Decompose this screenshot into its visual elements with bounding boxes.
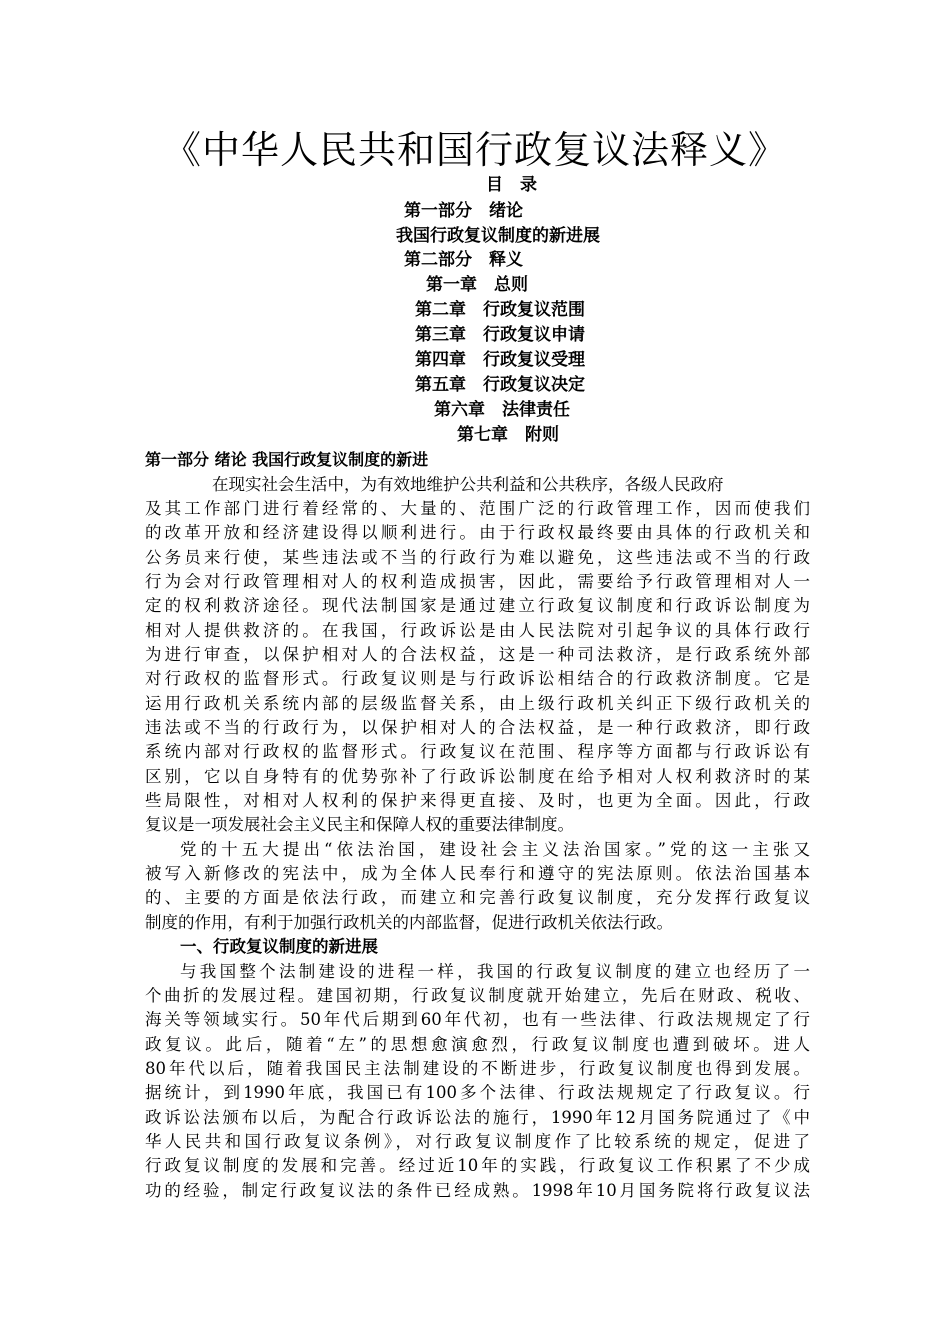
body-text-line: 相对人提供救济的。在我国，行政诉讼是由人民法院对引起争议的具体行政行 <box>145 621 810 640</box>
body-text-line: 违法或不当的行政行为，以保护相对人的合法权益，是一种行政救济，即行政 <box>145 718 810 737</box>
body-text-line: 政复议。此后，随着“左”的思想愈演愈烈，行政复议制度也遭到破坏。进人 <box>145 1035 810 1054</box>
body-text-line: 行为会对行政管理相对人的权利造成损害，因此，需要给予行政管理相对人一 <box>145 572 810 591</box>
body-text-line: 对行政权的监督形式。行政复议则是与行政诉讼相结合的行政救济制度。它是 <box>145 669 810 688</box>
body-text-line: 海关等领域实行。50年代后期到60年代初，也有一些法律、行政法规规定了行 <box>145 1010 810 1029</box>
body-text-line: 运用行政机关系统内部的层级监督关系，由上级行政机关纠正下级行政机关的 <box>145 694 810 713</box>
toc-item-part1: 第一部分 绪论 <box>404 201 523 221</box>
body-text-line: 党的十五大提出“依法治国，建设社会主义法治国家。”党的这一主张又 <box>180 840 810 859</box>
toc-item-part2: 第二部分 释义 <box>404 250 523 270</box>
body-text-line: 定的权利救济途径。现代法制国家是通过建立行政复议制度和行政诉讼制度为 <box>145 596 810 615</box>
toc-item-chapter2: 第二章 行政复议范围 <box>415 300 585 320</box>
toc-item-chapter5: 第五章 行政复议决定 <box>415 375 585 395</box>
body-text-line: 个曲折的发展过程。建国初期，行政复议制度就开始建立，先后在财政、税收、 <box>145 986 810 1005</box>
body-text-line: 复议是一项发展社会主义民主和保障人权的重要法律制度。 <box>145 815 574 834</box>
toc-item-new-progress: 我国行政复议制度的新进展 <box>396 226 600 246</box>
body-text-line: 为进行审查，以保护相对人的合法权益，这是一种司法救济，是行政系统外部 <box>145 645 810 664</box>
subheading: 一、行政复议制度的新进展 <box>180 937 378 956</box>
body-text-line: 华人民共和国行政复议条例》，对行政复议制度作了比较系统的规定，促进了 <box>145 1132 810 1151</box>
toc-item-chapter7: 第七章 附则 <box>457 425 559 445</box>
body-text-line: 被写入新修改的宪法中，成为全体人民奉行和遵守的宪法原则。依法治国基本 <box>145 864 810 883</box>
body-text-line: 据统计，到1990年底，我国已有100多个法律、行政法规规定了行政复议。行 <box>145 1083 810 1102</box>
body-text-line: 系统内部对行政权的监督形式。行政复议在范围、程序等方面都与行政诉讼有 <box>145 742 810 761</box>
toc-item-chapter6: 第六章 法律责任 <box>434 400 570 420</box>
body-text-line: 区别，它以自身特有的优势弥补了行政诉讼制度在给予相对人权利救济时的某 <box>145 767 810 786</box>
toc-item-chapter3: 第三章 行政复议申请 <box>415 325 585 345</box>
body-text-line: 的改革开放和经济建设得以顺利进行。由于行政权最终要由具体的行政机关和 <box>145 523 810 542</box>
body-text-line: 公务员来行使，某些违法或不当的行政行为难以避免，这些违法或不当的行政 <box>145 548 810 567</box>
body-text-line: 80年代以后，随着我国民主法制建设的不断进步，行政复议制度也得到发展。 <box>145 1059 810 1078</box>
body-text-line: 及其工作部门进行着经常的、大量的、范围广泛的行政管理工作，因而使我们 <box>145 499 810 518</box>
body-text-line: 的、主要的方面是依法行政，而建立和完善行政复议制度，充分发挥行政复议 <box>145 888 810 907</box>
body-text-line: 制度的作用，有利于加强行政机关的内部监督，促进行政机关依法行政。 <box>145 913 673 932</box>
body-text-line: 功的经验，制定行政复议法的条件已经成熟。1998年10月国务院将行政复议法 <box>145 1181 810 1200</box>
toc-heading: 目 录 <box>486 175 537 195</box>
body-text-line: 政诉讼法颁布以后，为配合行政诉讼法的施行，1990年12月国务院通过了《中 <box>145 1108 810 1127</box>
body-text-line: 在现实社会生活中，为有效地维护公共利益和公共秩序，各级人民政府 <box>212 475 724 494</box>
toc-item-chapter4: 第四章 行政复议受理 <box>415 350 585 370</box>
document-title: 《中华人民共和国行政复议法释义》 <box>162 128 787 172</box>
body-text-line: 行政复议制度的发展和完善。经过近10年的实践，行政复议工作积累了不少成 <box>145 1156 810 1175</box>
body-text-line: 些局限性，对相对人权利的保护来得更直接、及时，也更为全面。因此，行政 <box>145 791 810 810</box>
body-text-line: 与我国整个法制建设的进程一样，我国的行政复议制度的建立也经历了一 <box>180 962 810 981</box>
toc-item-chapter1: 第一章 总则 <box>426 275 528 295</box>
section-heading: 第一部分 绪论 我国行政复议制度的新进 <box>145 450 429 469</box>
